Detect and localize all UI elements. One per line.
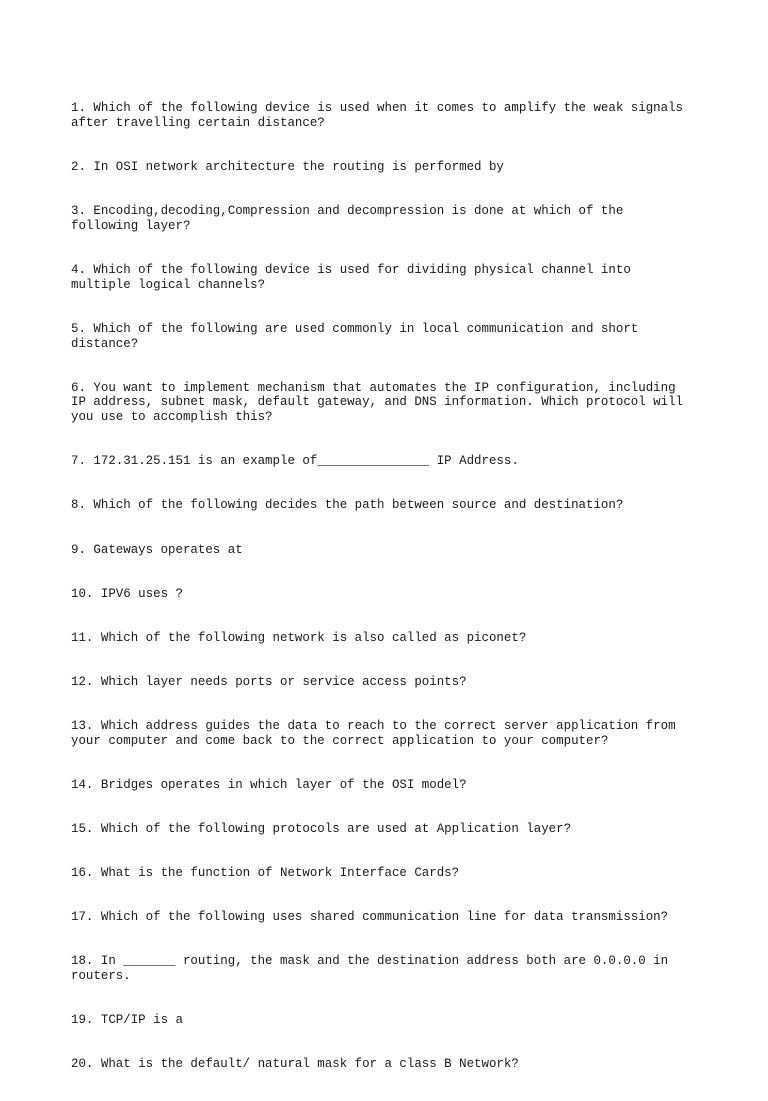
question-9: 9. Gateways operates at <box>71 542 243 557</box>
question-19: 19. TCP/IP is a <box>71 1013 183 1027</box>
question-3: 3. Encoding,decoding,Compression and decompression is done at which of the following layer? <box>71 204 624 234</box>
question-15: 15. Which of the following protocols are used at Application layer? <box>71 821 572 836</box>
question-11: 11. Which of the following network is also called as piconet? <box>71 630 527 645</box>
question-5: 5. Which of the following are used commonly in local communication and short distance? <box>71 321 639 351</box>
question-14: 14. Bridges operates in which layer of the OSI model? <box>71 777 467 792</box>
question-18: 18. In _______ routing, the mask and the destination address both are 0.0.0.0 in routers. <box>71 954 669 983</box>
question-12: 12. Which layer needs ports or service access points? <box>71 674 467 689</box>
question-7: 7. 172.31.25.151 is an example of_______________ IP Address. <box>71 454 519 469</box>
question-4: 4. Which of the following device is used for dividing physical channel into multiple logical channels? <box>71 263 631 292</box>
question-17: 17. Which of the following uses shared communication line for data transmission? <box>71 910 669 925</box>
question-8: 8. Which of the following decides the path between source and destination? <box>71 498 624 513</box>
question-6: 6. You want to implement mechanism that automates the IP configuration, including IP address, subnet mask, default gateway, and DNS information. Which protocol will you use to accomplish this? <box>71 380 684 425</box>
question-20: 20. What is the default/ natural mask for a class B Network? <box>71 1057 519 1072</box>
question-list <box>71 72 701 1101</box>
question-2: 2. In OSI network architecture the routing is performed by <box>71 160 504 175</box>
question-16: 16. What is the function of Network Interface Cards? <box>71 865 460 880</box>
question-13: 13. Which address guides the data to reach to the correct server application from your computer and come back to the correct application to your computer? <box>71 718 676 748</box>
question-1: 1. Which of the following device is used when it comes to amplify the weak signals after travelling certain distance? <box>71 101 684 131</box>
question-10: 10. IPV6 uses ? <box>71 586 183 601</box>
